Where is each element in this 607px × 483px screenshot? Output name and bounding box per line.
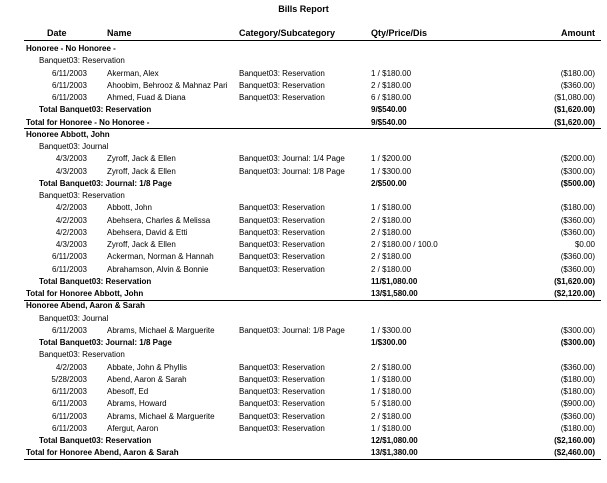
category-total-label: Total Banquet03: Reservation — [39, 105, 152, 115]
bill-name: Abbott, John — [107, 203, 152, 213]
bill-category: Banquet03: Reservation — [239, 252, 325, 262]
bill-row — [0, 411, 607, 423]
bill-amount: ($360.00) — [560, 215, 595, 225]
bill-category: Banquet03: Reservation — [239, 399, 325, 409]
category-group-header — [0, 313, 607, 325]
bill-category: Banquet03: Reservation — [239, 374, 325, 384]
category-total-row — [0, 337, 607, 349]
category-group-header — [0, 349, 607, 361]
honoree-total-qty: 13/$1,380.00 — [371, 448, 418, 458]
bill-date: 6/11/2003 — [52, 423, 87, 433]
bill-date: 6/11/2003 — [52, 411, 87, 421]
category-group-label: Banquet03: Journal — [39, 313, 109, 323]
bill-name: Abehsera, David & Etti — [107, 227, 188, 237]
category-total-amount: ($1,620.00) — [554, 276, 595, 286]
bill-name: Ackerman, Norman & Hannah — [107, 252, 214, 262]
honoree-total-amount: ($2,120.00) — [554, 289, 595, 298]
category-total-amount: ($1,620.00) — [554, 105, 595, 115]
bill-date: 4/2/2003 — [55, 215, 87, 225]
bill-amount: ($180.00) — [560, 387, 595, 396]
bill-qty-price: 5 / $180.00 — [371, 399, 412, 409]
bill-row — [0, 398, 607, 410]
bill-name: Akerman, Alex — [107, 68, 159, 78]
date-column-header: Date — [47, 28, 67, 38]
honoree-label: Honoree Abend, Aaron & Sarah — [26, 301, 145, 311]
bill-category: Banquet03: Reservation — [239, 423, 325, 433]
bill-row — [0, 362, 607, 374]
bill-qty-price: 2 / $180.00 — [371, 264, 412, 274]
bill-name: Zyroff, Jack & Ellen — [107, 166, 176, 176]
honoree-total-label: Total for Honoree - No Honoree - — [26, 117, 150, 127]
bill-category: Banquet03: Reservation — [239, 227, 325, 237]
bill-category: Banquet03: Reservation — [239, 411, 325, 421]
bill-qty-price: 1 / $180.00 — [371, 374, 412, 384]
category-group-header — [0, 141, 607, 153]
bill-amount: ($180.00) — [560, 423, 595, 433]
bill-row — [0, 325, 607, 337]
bill-amount: ($360.00) — [560, 264, 595, 274]
bill-name: Abbate, John & Phyllis — [107, 362, 188, 372]
category-total-amount: ($2,160.00) — [554, 436, 595, 445]
bill-name: Abesoff, Ed — [107, 387, 149, 396]
bill-name: Abehsera, Charles & Melissa — [107, 215, 211, 225]
bill-category: Banquet03: Reservation — [239, 387, 325, 396]
category-column-header: Category/Subcategory — [239, 28, 336, 38]
bill-name: Abrams, Michael & Marguerite — [107, 325, 215, 335]
bill-qty-price: 2 / $180.00 — [371, 80, 412, 90]
category-total-qty: 2/$500.00 — [371, 178, 407, 188]
bill-category: Banquet03: Journal: 1/8 Page — [239, 166, 345, 176]
bill-row — [0, 386, 607, 398]
bill-row — [0, 68, 607, 80]
bill-qty-price: 1 / $300.00 — [371, 166, 412, 176]
honoree-total-row — [0, 288, 607, 300]
category-total-amount: ($500.00) — [560, 178, 595, 188]
category-total-row — [0, 276, 607, 288]
bill-date: 4/2/2003 — [55, 203, 87, 213]
bill-date: 4/2/2003 — [55, 362, 87, 372]
category-group-header — [0, 190, 607, 202]
bill-date: 6/11/2003 — [52, 93, 87, 102]
bill-qty-price: 6 / $180.00 — [371, 93, 412, 102]
bill-amount: ($360.00) — [560, 362, 595, 372]
bill-name: Zyroff, Jack & Ellen — [107, 154, 176, 164]
honoree-total-amount: ($2,460.00) — [554, 448, 595, 458]
bill-name: Ahmed, Fuad & Diana — [107, 93, 186, 102]
honoree-header — [0, 43, 607, 55]
honoree-total-qty: 13/$1,580.00 — [371, 289, 418, 298]
bill-qty-price: 1 / $180.00 — [371, 203, 412, 213]
category-total-qty: 1/$300.00 — [371, 338, 407, 347]
bill-date: 6/11/2003 — [52, 252, 87, 262]
bill-date: 4/3/2003 — [55, 240, 87, 249]
bill-category: Banquet03: Journal: 1/4 Page — [239, 154, 345, 164]
bill-row — [0, 239, 607, 251]
report-title: Bills Report — [278, 4, 329, 14]
bill-name: Zyroff, Jack & Ellen — [107, 240, 176, 249]
honoree-total-label: Total for Honoree Abend, Aaron & Sarah — [26, 448, 179, 458]
honoree-label: Honoree Abbott, John — [26, 129, 110, 139]
bill-qty-price: 1 / $200.00 — [371, 154, 412, 164]
bill-row — [0, 227, 607, 239]
honoree-total-row — [0, 447, 607, 459]
bill-name: Abrams, Howard — [107, 399, 167, 409]
bill-name: Abrams, Michael & Marguerite — [107, 411, 215, 421]
bill-row — [0, 215, 607, 227]
bill-row — [0, 153, 607, 165]
honoree-total-qty: 9/$540.00 — [371, 117, 407, 127]
bill-date: 6/11/2003 — [52, 399, 87, 409]
category-group-label: Banquet03: Reservation — [39, 350, 125, 360]
bill-row — [0, 202, 607, 214]
bill-date: 6/11/2003 — [52, 80, 87, 90]
category-total-label: Total Banquet03: Reservation — [39, 436, 152, 445]
bill-date: 4/3/2003 — [55, 166, 87, 176]
bill-row — [0, 92, 607, 104]
bill-name: Ahoobim, Behrooz & Mahnaz Pari — [107, 80, 228, 90]
bill-qty-price: 2 / $180.00 — [371, 362, 412, 372]
name-column-header: Name — [107, 28, 132, 38]
bill-amount: ($360.00) — [560, 411, 595, 421]
bill-category: Banquet03: Reservation — [239, 68, 325, 78]
category-total-qty: 9/$540.00 — [371, 105, 407, 115]
category-total-label: Total Banquet03: Journal: 1/8 Page — [39, 178, 172, 188]
bill-name: Abend, Aaron & Sarah — [107, 374, 187, 384]
bill-qty-price: 1 / $300.00 — [371, 325, 412, 335]
bill-qty-price: 2 / $180.00 — [371, 215, 412, 225]
bill-row — [0, 423, 607, 435]
bill-amount: ($300.00) — [560, 166, 595, 176]
qty-column-header: Qty/Price/Dis — [371, 28, 428, 38]
category-group-label: Banquet03: Reservation — [39, 191, 125, 200]
bill-category: Banquet03: Reservation — [239, 203, 325, 213]
bill-qty-price: 1 / $180.00 — [371, 423, 412, 433]
category-group-label: Banquet03: Journal — [39, 142, 109, 151]
bill-qty-price: 2 / $180.00 — [371, 411, 412, 421]
bill-category: Banquet03: Reservation — [239, 240, 325, 249]
bill-category: Banquet03: Reservation — [239, 362, 325, 372]
category-group-header — [0, 55, 607, 67]
section-divider — [24, 459, 601, 460]
bill-qty-price: 2 / $180.00 — [371, 252, 412, 262]
amount-column-header: Amount — [561, 28, 595, 38]
bill-category: Banquet03: Reservation — [239, 215, 325, 225]
honoree-header — [0, 300, 607, 312]
bill-row — [0, 264, 607, 276]
category-total-row — [0, 178, 607, 190]
bill-row — [0, 166, 607, 178]
category-total-amount: ($300.00) — [560, 338, 595, 347]
bill-row — [0, 80, 607, 92]
category-total-qty: 12/$1,080.00 — [371, 436, 418, 445]
honoree-label: Honoree - No Honoree - — [26, 44, 116, 53]
bill-amount: ($200.00) — [560, 154, 595, 164]
category-total-label: Total Banquet03: Journal: 1/8 Page — [39, 338, 172, 347]
bill-qty-price: 1 / $180.00 — [371, 68, 412, 78]
honoree-total-label: Total for Honoree Abbott, John — [26, 289, 144, 298]
bill-date: 6/11/2003 — [52, 387, 87, 396]
category-total-qty: 11/$1,080.00 — [371, 276, 418, 286]
bill-amount: ($180.00) — [560, 374, 595, 384]
bill-name: Afergut, Aaron — [107, 423, 159, 433]
bill-amount: ($300.00) — [560, 325, 595, 335]
bill-amount: ($1,080.00) — [554, 93, 595, 102]
bill-amount: ($180.00) — [560, 68, 595, 78]
category-total-row — [0, 435, 607, 447]
bill-amount: ($360.00) — [560, 252, 595, 262]
bill-category: Banquet03: Journal: 1/8 Page — [239, 325, 345, 335]
honoree-total-row — [0, 117, 607, 129]
category-group-label: Banquet03: Reservation — [39, 56, 125, 66]
bill-category: Banquet03: Reservation — [239, 93, 325, 102]
header-divider — [24, 40, 601, 41]
bill-qty-price: 2 / $180.00 / 100.0 — [371, 240, 438, 249]
bill-date: 6/11/2003 — [52, 68, 87, 78]
bill-date: 4/3/2003 — [55, 154, 87, 164]
category-total-row — [0, 104, 607, 116]
bill-amount: ($900.00) — [560, 399, 595, 409]
bill-amount: ($180.00) — [560, 203, 595, 213]
honoree-total-amount: ($1,620.00) — [554, 117, 595, 127]
bill-amount: $0.00 — [574, 240, 595, 249]
bill-row — [0, 251, 607, 263]
bill-row — [0, 374, 607, 386]
category-total-label: Total Banquet03: Reservation — [39, 276, 152, 286]
bill-amount: ($360.00) — [560, 80, 595, 90]
bill-name: Abrahamson, Alvin & Bonnie — [107, 264, 209, 274]
bill-date: 6/11/2003 — [52, 264, 87, 274]
bill-qty-price: 1 / $180.00 — [371, 387, 412, 396]
bill-category: Banquet03: Reservation — [239, 80, 325, 90]
bill-qty-price: 2 / $180.00 — [371, 227, 412, 237]
bill-category: Banquet03: Reservation — [239, 264, 325, 274]
bill-amount: ($360.00) — [560, 227, 595, 237]
honoree-header — [0, 129, 607, 141]
bill-date: 5/28/2003 — [51, 374, 87, 384]
bill-date: 4/2/2003 — [55, 227, 87, 237]
bill-date: 6/11/2003 — [52, 325, 87, 335]
